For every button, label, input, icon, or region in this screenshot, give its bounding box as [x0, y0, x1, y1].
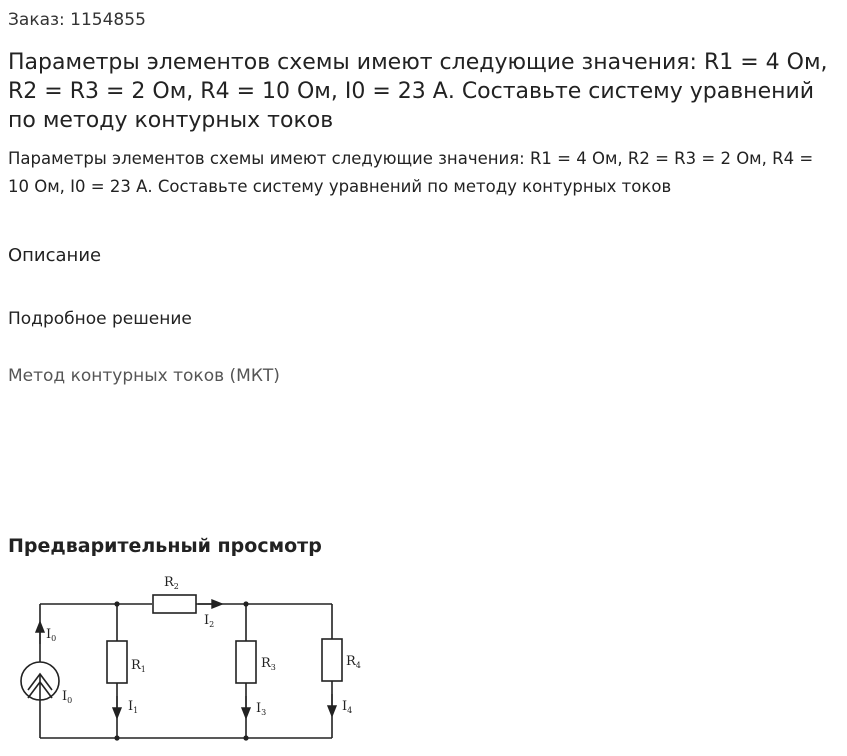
svg-text:I4: $I_4$ [342, 699, 353, 715]
node-bottom-2 [243, 735, 248, 740]
description-label: Описание [8, 245, 102, 266]
node-top-1 [114, 601, 119, 606]
resistor-r3 [236, 641, 256, 683]
order-number: Заказ: 1154855 [8, 10, 146, 30]
svg-text:I1: $I_1$ [128, 699, 139, 715]
svg-text:R3: $R_3$ [261, 656, 276, 672]
svg-text:R1: $R_1$ [131, 658, 146, 674]
svg-text:R2: $R_2$ [164, 575, 179, 591]
page-title: Параметры элементов схемы имеют следующие значения: R1 = 4 Ом, R2 = R3 = 2 Ом, R4 = 10 Ом, I0 = 23 А. Составьте систему уравнений по методу контурных токов [8, 50, 828, 133]
resistor-r4 [322, 639, 342, 681]
method-link[interactable]: Метод контурных токов (МКТ) [8, 366, 280, 386]
svg-text:I3: $I_3$ [256, 701, 267, 717]
preview-heading: Предварительный просмотр [8, 535, 322, 557]
circuit-diagram [0, 566, 380, 756]
resistor-r2 [153, 595, 196, 613]
svg-text:I2: $I_2$ [204, 613, 215, 629]
svg-text:I0: $I_0$ [46, 627, 57, 643]
node-top-2 [243, 601, 248, 606]
svg-text:I0: $I_0$ [62, 689, 73, 705]
node-bottom-1 [114, 735, 119, 740]
svg-text:R4: $R_4$ [346, 654, 361, 670]
resistor-r1 [107, 641, 127, 683]
solution-label: Подробное решение [8, 309, 192, 329]
task-description: Параметры элементов схемы имеют следующие значения: R1 = 4 Ом, R2 = R3 = 2 Ом, R4 = 10 Ом, I0 = 23 А. Составьте систему уравнений по методу контурных токов [8, 149, 814, 196]
